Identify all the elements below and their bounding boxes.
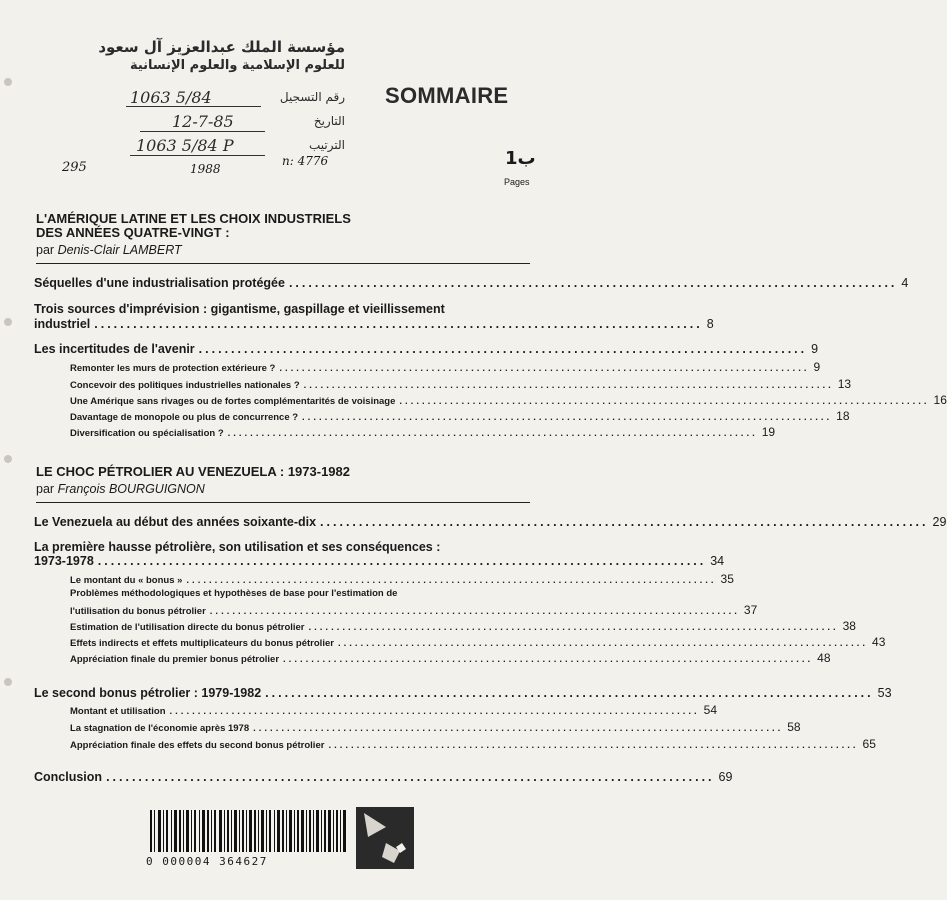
toc-entry-title: Les incertitudes de l'avenir — [34, 342, 195, 356]
toc-subentry[interactable]: Diversification ou spécialisation ? .............................................................................................. 19 — [70, 425, 776, 439]
toc-entry-title: Conclusion — [34, 770, 103, 784]
toc-entry-conclusion[interactable]: Conclusion .............................................................................................. 69 — [34, 770, 733, 784]
toc-subentry-title: Diversification ou spécialisation ? — [70, 428, 224, 439]
toc-subentry-title: Appréciation finale du premier bonus pétrolier — [70, 654, 280, 665]
toc-subentry-page: 35 — [720, 572, 734, 586]
toc-subentry[interactable]: Appréciation finale des effets du second bonus pétrolier .............................................................................................. 65 — [70, 737, 876, 751]
toc-entry-page: 8 — [706, 317, 714, 331]
pages-column-label: Pages — [504, 177, 530, 187]
toc-entry-title: Séquelles d'une industrialisation protégée — [34, 276, 285, 290]
toc-entry[interactable]: 1973-1978 .............................................................................................. 34 — [34, 554, 725, 568]
author-name: Denis-Clair LAMBERT — [57, 243, 182, 257]
toc-subentry[interactable]: Davantage de monopole ou plus de concurrence ? .............................................................................................. 18 — [70, 409, 850, 423]
toc-subentry-title: Effets indirects et effets multiplicateurs du bonus pétrolier — [70, 638, 334, 649]
toc-subentry-page: 48 — [817, 651, 831, 665]
stamp-handwritten-date: 12-7-85 — [172, 112, 234, 131]
toc-subentry-title: La stagnation de l'économie après 1978 — [70, 723, 250, 734]
toc-entry[interactable]: industriel .............................................................................................. 8 — [34, 317, 714, 331]
toc-entry[interactable]: Le Venezuela au début des années soixante-dix .............................................................................................. 29 — [34, 515, 947, 529]
toc-subentry-page: 37 — [743, 603, 758, 617]
stamp-handwritten-order: 1063 5/84 P — [136, 136, 234, 155]
section-1-title-line-1: L'AMÉRIQUE LATINE ET LES CHOIX INDUSTRIELS — [36, 211, 351, 226]
toc-subentry-page: 65 — [862, 737, 876, 751]
handwritten-accession: n: 4776 — [282, 154, 329, 168]
toc-entry-title: Le Venezuela au début des années soixante-dix — [34, 515, 317, 529]
handwritten-number: 295 — [62, 160, 87, 175]
section-2-title: LE CHOC PÉTROLIER AU VENEZUELA : 1973-1982 — [36, 464, 350, 479]
toc-subentry-title: Concevoir des politiques industrielles nationales ? — [70, 380, 300, 391]
stamp-label-order: الترتيب — [309, 138, 345, 152]
toc-subentry-page: 19 — [761, 425, 776, 439]
section-1-author — [36, 243, 182, 257]
author-prefix: par — [36, 243, 55, 257]
toc-subentry-page: 18 — [836, 409, 850, 423]
author-name: François BOURGUIGNON — [57, 482, 205, 496]
toc-subentry-title-line-1: Problèmes méthodologiques et hypothèses de base pour l'estimation de — [70, 588, 398, 599]
toc-subentry-page: 54 — [703, 703, 717, 717]
stamp-label-date: التاريخ — [313, 114, 345, 128]
toc-subentry-page: 13 — [837, 377, 852, 391]
section-divider — [36, 502, 530, 503]
toc-entry[interactable]: Le second bonus pétrolier : 1979-1982 .............................................................................................. 53 — [34, 686, 892, 700]
toc-subentry-title: Appréciation finale des effets du second bonus pétrolier — [70, 740, 325, 751]
toc-subentry[interactable]: l'utilisation du bonus pétrolier .............................................................................................. 37 — [70, 603, 758, 617]
author-prefix: par — [36, 482, 55, 496]
toc-entry-title: Le second bonus pétrolier : 1979-1982 — [34, 686, 262, 700]
toc-subentry[interactable]: La stagnation de l'économie après 1978 .............................................................................................. 58 — [70, 720, 801, 734]
publisher-logo-icon — [356, 807, 414, 869]
toc-subentry-title: Remonter les murs de protection extérieure ? — [70, 363, 276, 374]
toc-entry[interactable]: Séquelles d'une industrialisation protégée .............................................................................................. 4 — [34, 276, 909, 290]
toc-entry-page: 69 — [718, 770, 733, 784]
stamp-underline — [126, 106, 261, 107]
toc-subentry-page: 9 — [813, 360, 821, 374]
toc-subentry[interactable]: Le montant du « bonus » .............................................................................................. 35 — [70, 572, 734, 586]
toc-entry-page: 9 — [811, 342, 819, 356]
stamp-handwritten-register: 1063 5/84 — [130, 88, 212, 107]
toc-subentry-page: 16 — [933, 393, 947, 407]
stamp-line-1: مؤسسة الملك عبدالعزيز آل سعود — [98, 38, 345, 56]
toc-entry-page: 4 — [901, 276, 909, 290]
toc-subentry[interactable]: Montant et utilisation .............................................................................................. 54 — [70, 703, 717, 717]
page-title: SOMMAIRE — [385, 83, 509, 108]
toc-entry[interactable]: Les incertitudes de l'avenir .............................................................................................. 9 — [34, 342, 819, 356]
section-1-title-line-2: DES ANNÉES QUATRE-VINGT : — [36, 225, 230, 240]
toc-subentry-title: Une Amérique sans rivages ou de fortes complémentarités de voisinage — [70, 396, 396, 407]
toc-entry-page: 34 — [710, 554, 725, 568]
stamp-label-register: رقم التسجيل — [279, 90, 345, 104]
stamp-line-2: للعلوم الإسلامية والعلوم الإنسانية — [129, 58, 345, 73]
toc-subentry[interactable]: Appréciation finale du premier bonus pétrolier .............................................................................................. 48 — [70, 651, 831, 665]
toc-entry-page: 29 — [932, 515, 947, 529]
toc-entry-title-line-1: La première hausse pétrolière, son utilisation et ses conséquences : — [34, 540, 441, 554]
toc-subentry[interactable]: Une Amérique sans rivages ou de fortes complémentarités de voisinage .............................................................................................. 16 — [70, 393, 947, 407]
toc-subentry-title: Estimation de l'utilisation directe du bonus pétrolier — [70, 622, 305, 633]
toc-subentry-title: Le montant du « bonus » — [70, 575, 183, 586]
toc-subentry-page: 38 — [842, 619, 856, 633]
toc-subentry-title: Davantage de monopole ou plus de concurrence ? — [70, 412, 299, 423]
section-divider — [36, 263, 530, 264]
toc-entry-page: 53 — [877, 686, 892, 700]
toc-entry-title-line-2: industriel — [34, 317, 91, 331]
toc-subentry-page: 43 — [872, 635, 886, 649]
toc-subentry[interactable]: Remonter les murs de protection extérieure ? .............................................................................................. 9 — [70, 360, 821, 374]
toc-subentry[interactable]: Effets indirects et effets multiplicateurs du bonus pétrolier .............................................................................................. 43 — [70, 635, 886, 649]
toc-subentry-title-line-2: l'utilisation du bonus pétrolier — [70, 606, 206, 617]
toc-subentry[interactable]: Concevoir des politiques industrielles nationales ? .............................................................................................. 13 — [70, 377, 852, 391]
toc-entry-title-line-1: Trois sources d'imprévision : gigantisme, gaspillage et vieillissement — [34, 302, 445, 316]
barcode-number: 0 000004 364627 — [146, 855, 268, 868]
handwritten-mark: ب1 — [505, 148, 536, 169]
stamp-underline — [130, 155, 265, 156]
stamp-underline — [140, 131, 265, 132]
section-2-author — [36, 482, 205, 496]
toc-subentry-title: Montant et utilisation — [70, 706, 166, 717]
handwritten-year: 1988 — [190, 162, 221, 176]
toc-subentry-page: 58 — [787, 720, 801, 734]
barcode — [150, 810, 346, 852]
toc-subentry[interactable]: Estimation de l'utilisation directe du bonus pétrolier .............................................................................................. 38 — [70, 619, 856, 633]
toc-entry-title-line-2: 1973-1978 — [34, 554, 94, 568]
